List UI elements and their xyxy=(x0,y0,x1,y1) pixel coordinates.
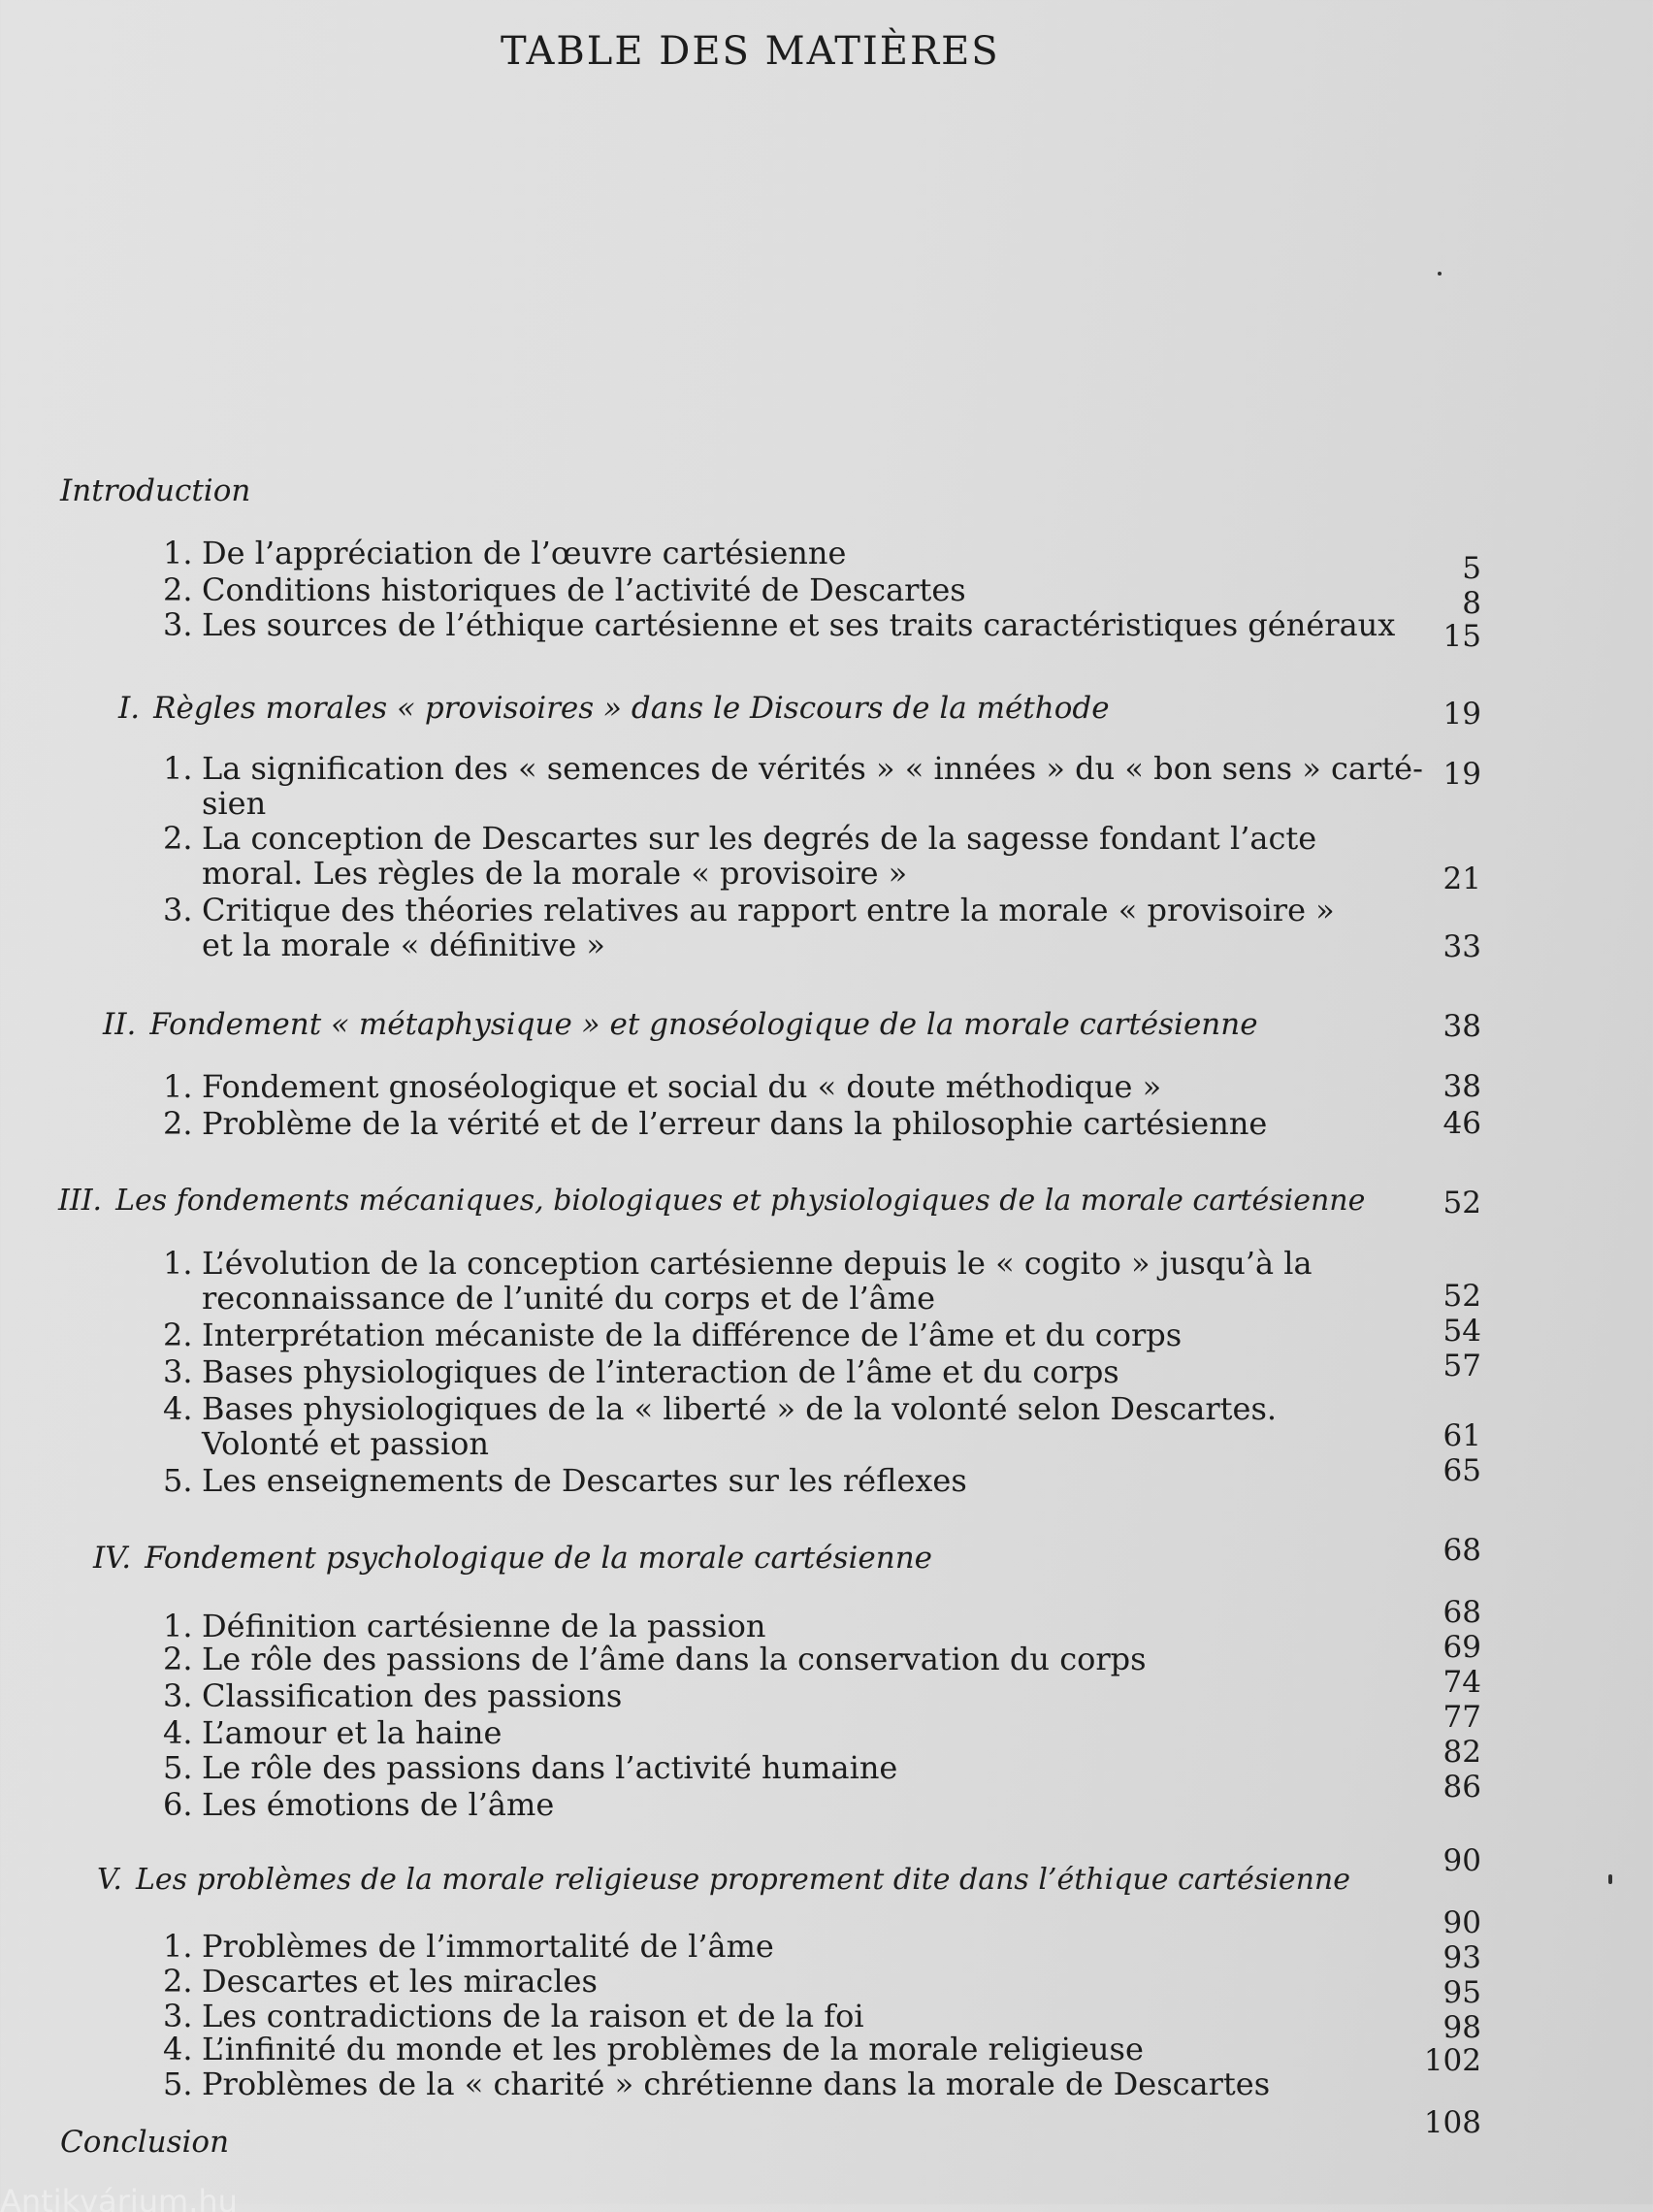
chapter-4-page-6: 86 xyxy=(1442,1770,1481,1805)
conclusion-page: 108 xyxy=(1423,2105,1481,2140)
entry-number: 4. xyxy=(163,2031,193,2067)
entry-number: 5. xyxy=(163,2066,193,2102)
chapter-4-page-5: 82 xyxy=(1442,1735,1481,1770)
entry-text: L’amour et la haine xyxy=(202,1714,502,1751)
intro-entry-3 xyxy=(163,607,1400,642)
chapter-3-page-3: 57 xyxy=(1442,1349,1481,1383)
entry-number: 2. xyxy=(163,1317,193,1353)
chapter-title: Fondement psychologique de la morale cartésienne xyxy=(145,1541,933,1576)
entry-number: 1. xyxy=(163,1608,193,1644)
intro-page-1: 5 xyxy=(1462,551,1481,586)
chapter-4-page: 68 xyxy=(1442,1533,1481,1568)
entry-text: Descartes et les miracles xyxy=(202,1963,598,2000)
chapter-3-page-1: 52 xyxy=(1442,1279,1481,1314)
chapter-number: III. xyxy=(58,1184,103,1218)
entry-text: Problèmes de la « charité » chrétienne dans la morale de Descartes xyxy=(202,2066,1271,2102)
entry-number: 3. xyxy=(163,1677,193,1714)
chapter-3-entry-2 xyxy=(163,1317,1400,1352)
chapter-5-entry-1 xyxy=(163,1929,1400,1964)
entry-continuation: et la morale « définitive » xyxy=(202,927,605,963)
chapter-number: II. xyxy=(103,1007,137,1042)
chapter-1-page: 19 xyxy=(1442,697,1481,732)
chapter-title: Les fondements mécaniques, biologiques et physiologiques de la morale cartésienne xyxy=(115,1184,1366,1218)
entry-continuation: reconnaissance de l’unité du corps et de l’âme xyxy=(202,1280,936,1317)
chapter-2-heading xyxy=(103,1007,1258,1042)
chapter-5-page-5: 102 xyxy=(1423,2043,1481,2078)
entry-text: Problèmes de l’immortalité de l’âme xyxy=(202,1928,774,1965)
chapter-2-page-1: 38 xyxy=(1442,1069,1481,1104)
entry-text: Critique des théories relatives au rapport entre la morale « provisoire » xyxy=(202,892,1335,928)
chapter-title: Les problèmes de la morale religieuse proprement dite dans l’éthique cartésienne xyxy=(135,1863,1350,1897)
entry-text: Problème de la vérité et de l’erreur dans la philosophie cartésienne xyxy=(202,1105,1268,1142)
entry-number: 4. xyxy=(163,1714,193,1751)
entry-text: L’infinité du monde et les problèmes de la morale religieuse xyxy=(202,2031,1144,2067)
stray-mark xyxy=(1438,272,1442,276)
chapter-4-entry-4 xyxy=(163,1715,1400,1750)
chapter-4-heading xyxy=(93,1541,932,1576)
entry-continuation: Volonté et passion xyxy=(202,1425,489,1462)
chapter-5-page-1: 90 xyxy=(1442,1905,1481,1940)
chapter-5-entry-4 xyxy=(163,2032,1400,2066)
intro-page-2: 8 xyxy=(1462,586,1481,621)
chapter-2-entry-1 xyxy=(163,1069,1400,1104)
entry-text: Bases physiologiques de la « liberté » de la volonté selon Descartes. xyxy=(202,1390,1278,1427)
entry-text: Classification des passions xyxy=(202,1677,623,1714)
chapter-3-entry-3 xyxy=(163,1354,1400,1389)
entry-text: L’évolution de la conception cartésienne depuis le « cogito » jusqu’à la xyxy=(202,1245,1313,1282)
chapter-4-page-4: 77 xyxy=(1442,1700,1481,1735)
chapter-1-entry-1 xyxy=(163,750,1423,822)
chapter-5-heading xyxy=(97,1863,1350,1897)
chapter-4-entry-3 xyxy=(163,1678,1400,1713)
chapter-number: IV. xyxy=(93,1541,132,1576)
entry-number: 3. xyxy=(163,892,193,928)
chapter-number: V. xyxy=(97,1863,122,1897)
watermark: Antikvárium.hu xyxy=(0,2183,238,2212)
chapter-2-page: 38 xyxy=(1442,1009,1481,1044)
chapter-4-page-1: 68 xyxy=(1442,1595,1481,1630)
entry-continuation: moral. Les règles de la morale « provisoire » xyxy=(202,855,908,892)
entry-text: Le rôle des passions dans l’activité humaine xyxy=(202,1749,898,1786)
chapter-4-page-2: 69 xyxy=(1442,1630,1481,1665)
chapter-2-page-2: 46 xyxy=(1442,1106,1481,1141)
entry-continuation: sien xyxy=(202,785,267,822)
chapter-3-page: 52 xyxy=(1442,1186,1481,1220)
entry-number: 1. xyxy=(163,1068,193,1105)
chapter-5-page-2: 93 xyxy=(1442,1940,1481,1975)
chapter-title: Fondement « métaphysique » et gnoséologique de la morale cartésienne xyxy=(149,1007,1258,1042)
entry-number: 2. xyxy=(163,1105,193,1142)
entry-text: Fondement gnoséologique et social du « doute méthodique » xyxy=(202,1068,1162,1105)
chapter-3-entry-1 xyxy=(163,1246,1400,1316)
entry-text: La signification des « semences de vérités » « innées » du « bon sens » carté- xyxy=(202,750,1423,787)
entry-text: La conception de Descartes sur les degrés de la sagesse fondant l’acte xyxy=(202,820,1317,857)
chapter-4-entry-2 xyxy=(163,1642,1400,1676)
entry-number: 2. xyxy=(163,571,193,608)
entry-text: Interprétation mécaniste de la différence de l’âme et du corps xyxy=(202,1317,1183,1353)
entry-number: 2. xyxy=(163,1641,193,1677)
stray-mark xyxy=(1608,1874,1612,1884)
chapter-5-entry-3 xyxy=(163,1999,1400,2033)
intro-entry-1 xyxy=(163,536,1400,570)
chapter-3-entry-5 xyxy=(163,1463,1400,1498)
intro-entry-2 xyxy=(163,572,1400,607)
entry-number: 6. xyxy=(163,1786,193,1823)
entry-text: Les contradictions de la raison et de la foi xyxy=(202,1998,864,2034)
introduction-heading: Introduction xyxy=(60,473,251,508)
chapter-3-heading xyxy=(58,1184,1365,1218)
chapter-1-entry-3 xyxy=(163,893,1400,962)
entry-text: Le rôle des passions de l’âme dans la conservation du corps xyxy=(202,1641,1147,1677)
chapter-5-page-4: 98 xyxy=(1442,2010,1481,2045)
chapter-3-page-4: 61 xyxy=(1442,1418,1481,1453)
entry-text: De l’appréciation de l’œuvre cartésienne xyxy=(202,535,847,571)
entry-number: 3. xyxy=(163,606,193,643)
chapter-title: Règles morales « provisoires » dans le Discours de la méthode xyxy=(153,691,1110,726)
entry-text: Les sources de l’éthique cartésienne et ses traits caractéristiques généraux xyxy=(202,606,1396,643)
conclusion-heading: Conclusion xyxy=(60,2125,230,2160)
entry-number: 1. xyxy=(163,1928,193,1965)
chapter-1-page-3: 33 xyxy=(1442,929,1481,964)
entry-number: 4. xyxy=(163,1390,193,1427)
chapter-number: I. xyxy=(118,691,141,726)
intro-page-3: 15 xyxy=(1442,619,1481,654)
entry-number: 3. xyxy=(163,1353,193,1390)
entry-number: 5. xyxy=(163,1462,193,1499)
chapter-4-entry-6 xyxy=(163,1787,1400,1822)
entry-number: 1. xyxy=(163,1245,193,1282)
chapter-4-entry-1 xyxy=(163,1609,1400,1643)
entry-number: 5. xyxy=(163,1749,193,1786)
entry-number: 1. xyxy=(163,535,193,571)
chapter-3-entry-4 xyxy=(163,1391,1400,1461)
chapter-5-page-3: 95 xyxy=(1442,1975,1481,2010)
chapter-1-heading xyxy=(118,691,1110,726)
entry-text: Définition cartésienne de la passion xyxy=(202,1608,766,1644)
entry-number: 1. xyxy=(163,750,193,787)
entry-text: Les émotions de l’âme xyxy=(202,1786,555,1823)
chapter-4-page-3: 74 xyxy=(1442,1665,1481,1700)
entry-number: 3. xyxy=(163,1998,193,2034)
page-title: TABLE DES MATIÈRES xyxy=(501,29,1000,74)
chapter-1-page-2: 21 xyxy=(1442,862,1481,896)
chapter-3-page-5: 65 xyxy=(1442,1453,1481,1488)
chapter-5-entry-5 xyxy=(163,2066,1400,2101)
chapter-2-entry-2 xyxy=(163,1106,1400,1141)
entry-text: Les enseignements de Descartes sur les réflexes xyxy=(202,1462,967,1499)
chapter-5-page: 90 xyxy=(1442,1843,1481,1878)
chapter-1-entry-2 xyxy=(163,821,1400,891)
entry-number: 2. xyxy=(163,820,193,857)
entry-text: Conditions historiques de l’activité de Descartes xyxy=(202,571,966,608)
entry-number: 2. xyxy=(163,1963,193,2000)
entry-text: Bases physiologiques de l’interaction de l’âme et du corps xyxy=(202,1353,1119,1390)
chapter-1-page-1: 19 xyxy=(1442,757,1481,792)
chapter-3-page-2: 54 xyxy=(1442,1314,1481,1349)
chapter-5-entry-2 xyxy=(163,1964,1400,1999)
chapter-4-entry-5 xyxy=(163,1750,1400,1785)
